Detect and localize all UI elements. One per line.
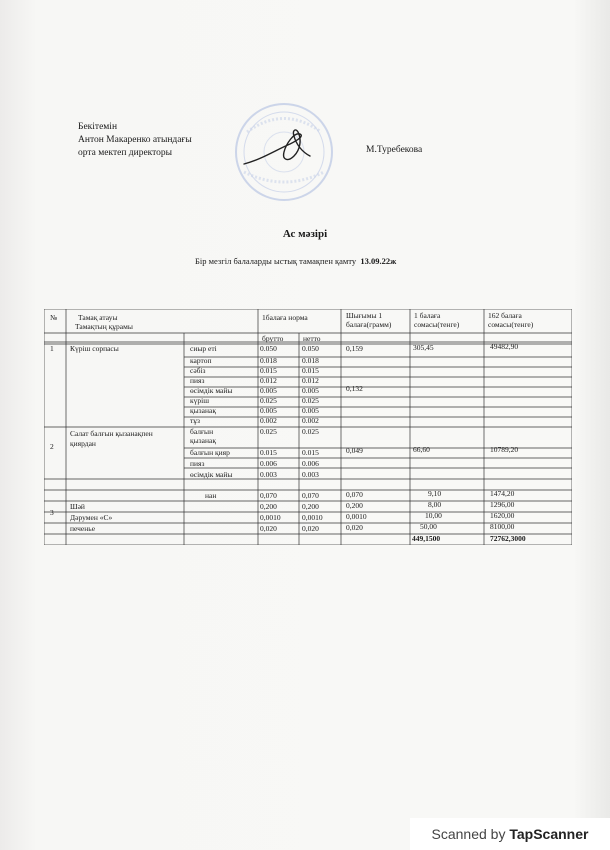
header-sum1-2: сомасы(тенге) [414,320,460,329]
header-dish: Тамақ атауы [78,313,118,322]
header-sum162-1: 162 балаға [488,311,522,320]
sum-1: 9,10 [428,489,442,498]
ingredient: балғын [190,427,214,436]
netto: 0.005 [302,386,319,395]
brutto: 0.012 [260,376,277,385]
header-norm: 1балаға норма [262,313,308,322]
netto: 0,0010 [302,513,323,522]
brutto: 0.015 [260,366,277,375]
ingredient: картоп [190,356,212,365]
ingredient: пияз [190,376,205,385]
brutto: 0,070 [260,491,277,500]
usage: 0,020 [346,523,363,532]
page-subtitle [195,256,396,266]
brutto: 0.050 [260,344,277,353]
ingredient: балғын қияр [190,448,230,457]
approval-line-3: орта мектеп директоры [78,148,173,158]
watermark-prefix: Scanned by [431,826,506,842]
sum-162: 1620,00 [490,511,515,520]
usage: 0,159 [346,344,363,353]
row-3-num: 3 [50,508,54,517]
director-signature [240,120,320,180]
ingredient: күріш [190,396,210,405]
sum-1: 50,00 [420,522,437,531]
watermark-brand: TapScanner [509,826,589,842]
usage: 0,132 [346,384,363,393]
header-usage-1: Шығымы 1 [346,311,383,320]
brutto: 0,0010 [260,513,281,522]
netto: 0.050 [302,344,319,353]
page-title: Ас мәзірі [282,228,328,240]
ingredient-cont: қызанақ [190,436,216,445]
sum-162: 1474,20 [490,489,515,498]
netto: 0.005 [302,406,319,415]
netto: 0.012 [302,376,319,385]
sum-162: 10789,20 [490,445,519,454]
row-vitamin-dish: Дәрумен «С» [70,513,113,522]
approval-line-2: Антон Макаренко атындағы [78,135,192,145]
sum-1: 8,00 [428,500,442,509]
ingredient: өсімдік майы [190,470,233,479]
approval-line-1: Бекітемін [78,122,118,132]
usage: 0,200 [346,501,363,510]
netto: 0.025 [302,396,319,405]
total-1: 449,1500 [412,534,441,543]
row-2-dish-line2: қиярдан [70,439,96,448]
ingredient: сәбіз [190,366,206,375]
sum-1: 305,45 [413,343,434,352]
brutto: 0.015 [260,448,277,457]
ingredient: нан [205,491,217,500]
ingredient: пияз [190,459,205,468]
netto: 0.025 [302,427,319,436]
usage: 0,0010 [346,512,367,521]
brutto: 0.025 [260,396,277,405]
signer-name: М.Туребекова [366,145,423,155]
row-3-dish: Шәй [70,502,85,511]
subtitle-text: Бір мезгіл балаларды ыстық тамақпен қамту [195,256,357,266]
sum-162: 1296,00 [490,500,515,509]
header-brutto: брутто [262,334,284,343]
approval-block [78,121,192,160]
header-sum162-2: сомасы(тенге) [488,320,534,329]
netto: 0.015 [302,448,319,457]
brutto: 0,200 [260,502,277,511]
brutto: 0.005 [260,386,277,395]
sum-162: 49482,90 [490,342,519,351]
brutto: 0.002 [260,416,277,425]
brutto: 0.025 [260,427,277,436]
netto: 0.018 [302,356,319,365]
ingredient: өсімдік майы [190,386,233,395]
scanner-watermark [410,818,610,850]
header-composition: Тамақтың құрамы [75,322,133,331]
header-usage-2: балаға(грамм) [346,320,392,329]
brutto: 0.006 [260,459,277,468]
brutto: 0.005 [260,406,277,415]
netto: 0.006 [302,459,319,468]
subtitle-date: 13.09.22ж [360,256,397,266]
netto: 0.003 [302,470,319,479]
header-netto: нетто [303,334,321,343]
ingredient: сиыр еті [190,344,217,353]
brutto: 0.018 [260,356,277,365]
sum-1: 10,00 [425,511,442,520]
header-num: № [50,313,58,322]
row-2-num: 2 [50,442,54,451]
usage: 0,049 [346,446,363,455]
netto: 0.015 [302,366,319,375]
row-1-num: 1 [50,344,54,353]
usage: 0,070 [346,490,363,499]
row-2-dish-line1: Салат балғын қызанақпен [70,429,153,438]
ingredient: тұз [190,416,200,425]
netto: 0,070 [302,491,319,500]
netto: 0,020 [302,524,319,533]
netto: 0.002 [302,416,319,425]
brutto: 0,020 [260,524,277,533]
row-cookie-dish: печенье [70,524,96,533]
sum-1: 66,60 [413,445,430,454]
total-162: 72762,3000 [490,534,526,543]
header-sum1-1: 1 балаға [414,311,441,320]
row-1-dish: Күріш сорпасы [70,344,119,353]
brutto: 0.003 [260,470,277,479]
sum-162: 8100,00 [490,522,515,531]
netto: 0,200 [302,502,319,511]
ingredient: қызанақ [190,406,216,415]
